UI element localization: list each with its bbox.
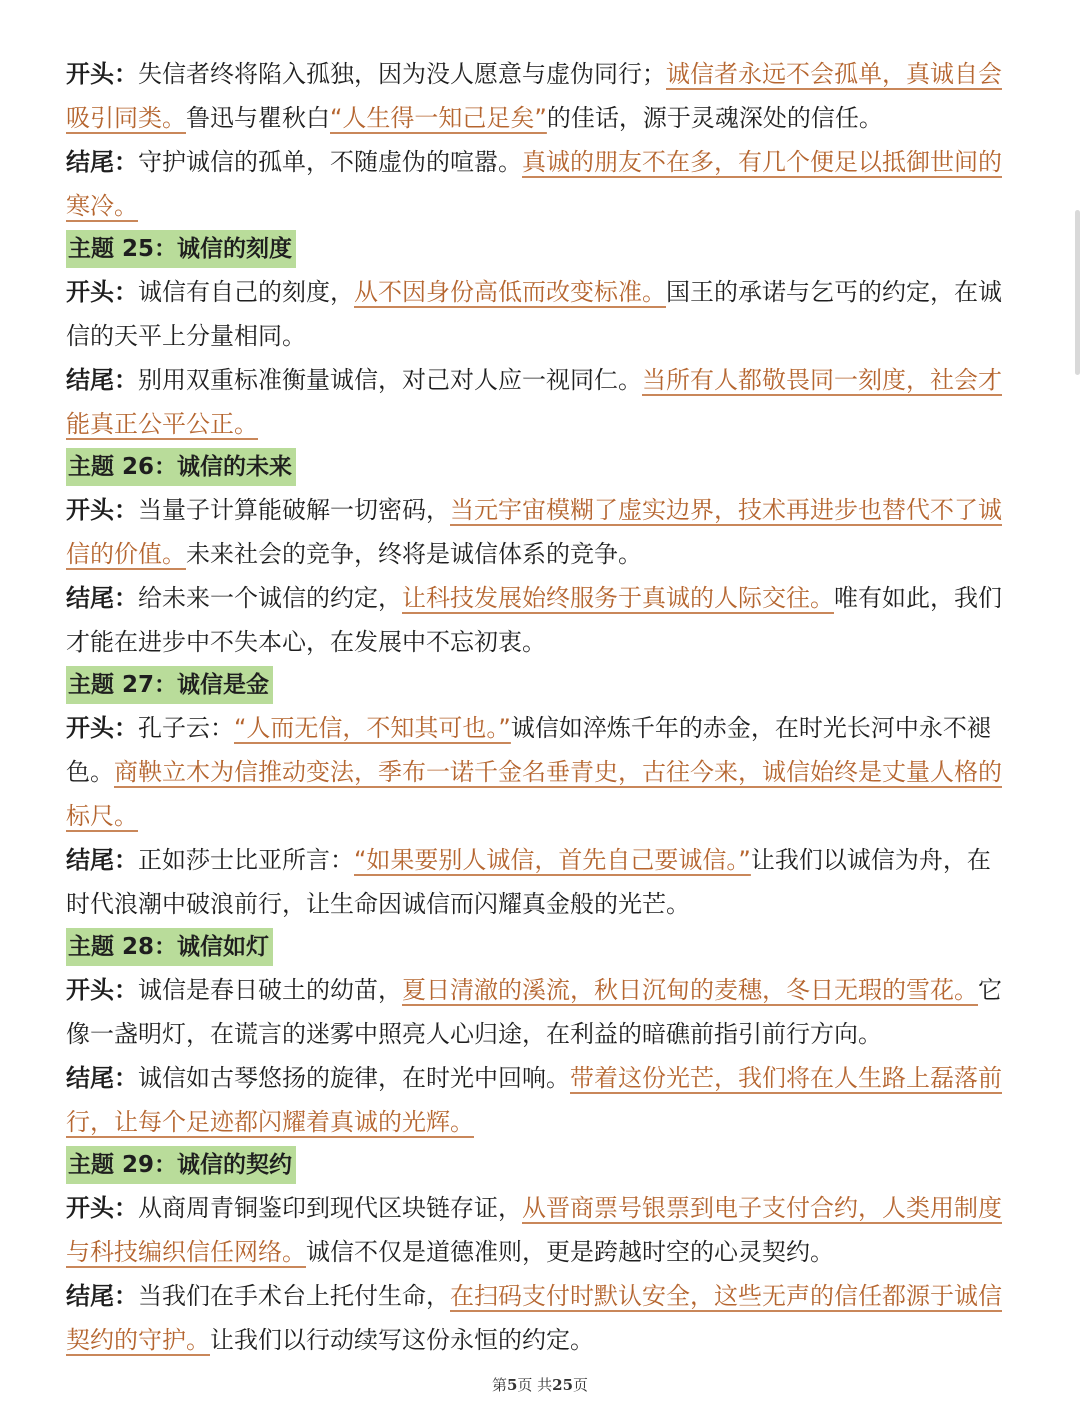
text: 鲁迅与瞿秋白 <box>186 104 330 132</box>
topic-heading-26: 主题 26：诚信的未来 <box>66 448 296 486</box>
text: 给未来一个诚信的约定， <box>138 584 402 612</box>
opening-label: 开头： <box>66 60 138 88</box>
highlight-text: 从不因身份高低而改变标准。 <box>354 278 666 306</box>
topic-26-ending <box>66 576 1011 664</box>
highlight-text: “人生得一知己足矣” <box>330 104 547 132</box>
topic-29-ending <box>66 1274 1011 1362</box>
intro-opening <box>66 52 1011 140</box>
highlight-text: 诚信者永远不会孤单，真诚自会吸引同类。 <box>66 60 1002 132</box>
text: 当量子计算能破解一切密码， <box>138 496 450 524</box>
ending-label: 结尾： <box>66 846 138 874</box>
ending-label: 结尾： <box>66 1064 138 1092</box>
highlight-text: 在扫码支付时默认安全，这些无声的信任都源于诚信契约的守护。 <box>66 1282 1002 1354</box>
text: 守护诚信的孤单，不随虚伪的喧嚣。 <box>138 148 522 176</box>
topic-heading-25: 主题 25：诚信的刻度 <box>66 230 296 268</box>
text: 正如莎士比亚所言： <box>138 846 354 874</box>
intro-ending <box>66 140 1011 228</box>
topic-28-ending <box>66 1056 1011 1144</box>
topic-heading-27: 主题 27：诚信是金 <box>66 666 273 704</box>
text: 诚信如淬炼千年的赤金，在时光长河中永不褪色。 <box>66 714 991 786</box>
text: 的佳话，源于灵魂深处的信任。 <box>546 104 883 132</box>
text: 它像一盏明灯，在谎言的迷雾中照亮人心归途，在利益的暗礁前指引前行方向。 <box>66 976 1002 1048</box>
text: 让我们以行动续写这份永恒的约定。 <box>210 1326 594 1354</box>
topic-28-opening <box>66 968 1011 1056</box>
topic-29-opening <box>66 1186 1011 1274</box>
opening-label: 开头： <box>66 976 138 1004</box>
current-page-number: 5 <box>506 1376 518 1394</box>
scrollbar-thumb[interactable] <box>1075 210 1080 375</box>
footer-text: 页 <box>573 1376 589 1394</box>
text: 诚信如古琴悠扬的旋律，在时光中回响。 <box>138 1064 570 1092</box>
text: 诚信不仅是道德准则，更是跨越时空的心灵契约。 <box>306 1238 834 1266</box>
opening-label: 开头： <box>66 714 138 742</box>
total-pages-number: 25 <box>552 1376 574 1394</box>
ending-label: 结尾： <box>66 148 138 176</box>
topic-26-opening <box>66 488 1011 576</box>
ending-label: 结尾： <box>66 366 138 394</box>
opening-label: 开头： <box>66 1194 138 1222</box>
text: 国王的承诺与乞丐的约定，在诚信的天平上分量相同。 <box>66 278 1002 350</box>
text: 诚信是春日破土的幼苗， <box>138 976 402 1004</box>
highlight-text: 商鞅立木为信推动变法，季布一诺千金名垂青史，古往今来，诚信始终是丈量人格的标尺。 <box>66 758 1002 830</box>
ending-label: 结尾： <box>66 1282 138 1310</box>
topic-heading-29: 主题 29：诚信的契约 <box>66 1146 296 1184</box>
highlight-text: 带着这份光芒，我们将在人生路上磊落前行，让每个足迹都闪耀着真诚的光辉。 <box>66 1064 1002 1136</box>
page-footer <box>0 1374 1080 1395</box>
text: 当我们在手术台上托付生命， <box>138 1282 450 1310</box>
highlight-text: “如果要别人诚信，首先自己要诚信。” <box>354 846 751 874</box>
ending-label: 结尾： <box>66 584 138 612</box>
text: 让我们以诚信为舟，在时代浪潮中破浪前行，让生命因诚信而闪耀真金般的光芒。 <box>66 846 991 918</box>
text: 孔子云： <box>138 714 234 742</box>
topic-27-opening <box>66 706 1011 838</box>
topic-25-ending <box>66 358 1011 446</box>
highlight-text: 让科技发展始终服务于真诚的人际交往。 <box>402 584 834 612</box>
highlight-text: 从晋商票号银票到电子支付合约，人类用制度与科技编织信任网络。 <box>66 1194 1002 1266</box>
text: 诚信有自己的刻度， <box>138 278 354 306</box>
opening-label: 开头： <box>66 496 138 524</box>
document-body <box>66 52 1011 1362</box>
text: 唯有如此，我们才能在进步中不失本心，在发展中不忘初衷。 <box>66 584 1002 656</box>
highlight-text: 当所有人都敬畏同一刻度，社会才能真正公平公正。 <box>66 366 1002 438</box>
topic-27-ending <box>66 838 1011 926</box>
topic-heading-28: 主题 28：诚信如灯 <box>66 928 273 966</box>
text: 失信者终将陷入孤独，因为没人愿意与虚伪同行； <box>138 60 666 88</box>
opening-label: 开头： <box>66 278 138 306</box>
text: 未来社会的竞争，终将是诚信体系的竞争。 <box>186 540 642 568</box>
text: 别用双重标准衡量诚信，对己对人应一视同仁。 <box>138 366 642 394</box>
topic-25-opening <box>66 270 1011 358</box>
highlight-text: 夏日清澈的溪流，秋日沉甸的麦穗，冬日无瑕的雪花。 <box>402 976 978 1004</box>
footer-text: 页 共 <box>517 1376 553 1394</box>
highlight-text: 当元宇宙模糊了虚实边界，技术再进步也替代不了诚信的价值。 <box>66 496 1002 568</box>
highlight-text: “人而无信，不知其可也。” <box>234 714 511 742</box>
footer-text: 第 <box>491 1376 507 1394</box>
highlight-text: 真诚的朋友不在多，有几个便足以抵御世间的寒冷。 <box>66 148 1002 220</box>
text: 从商周青铜鉴印到现代区块链存证， <box>138 1194 522 1222</box>
